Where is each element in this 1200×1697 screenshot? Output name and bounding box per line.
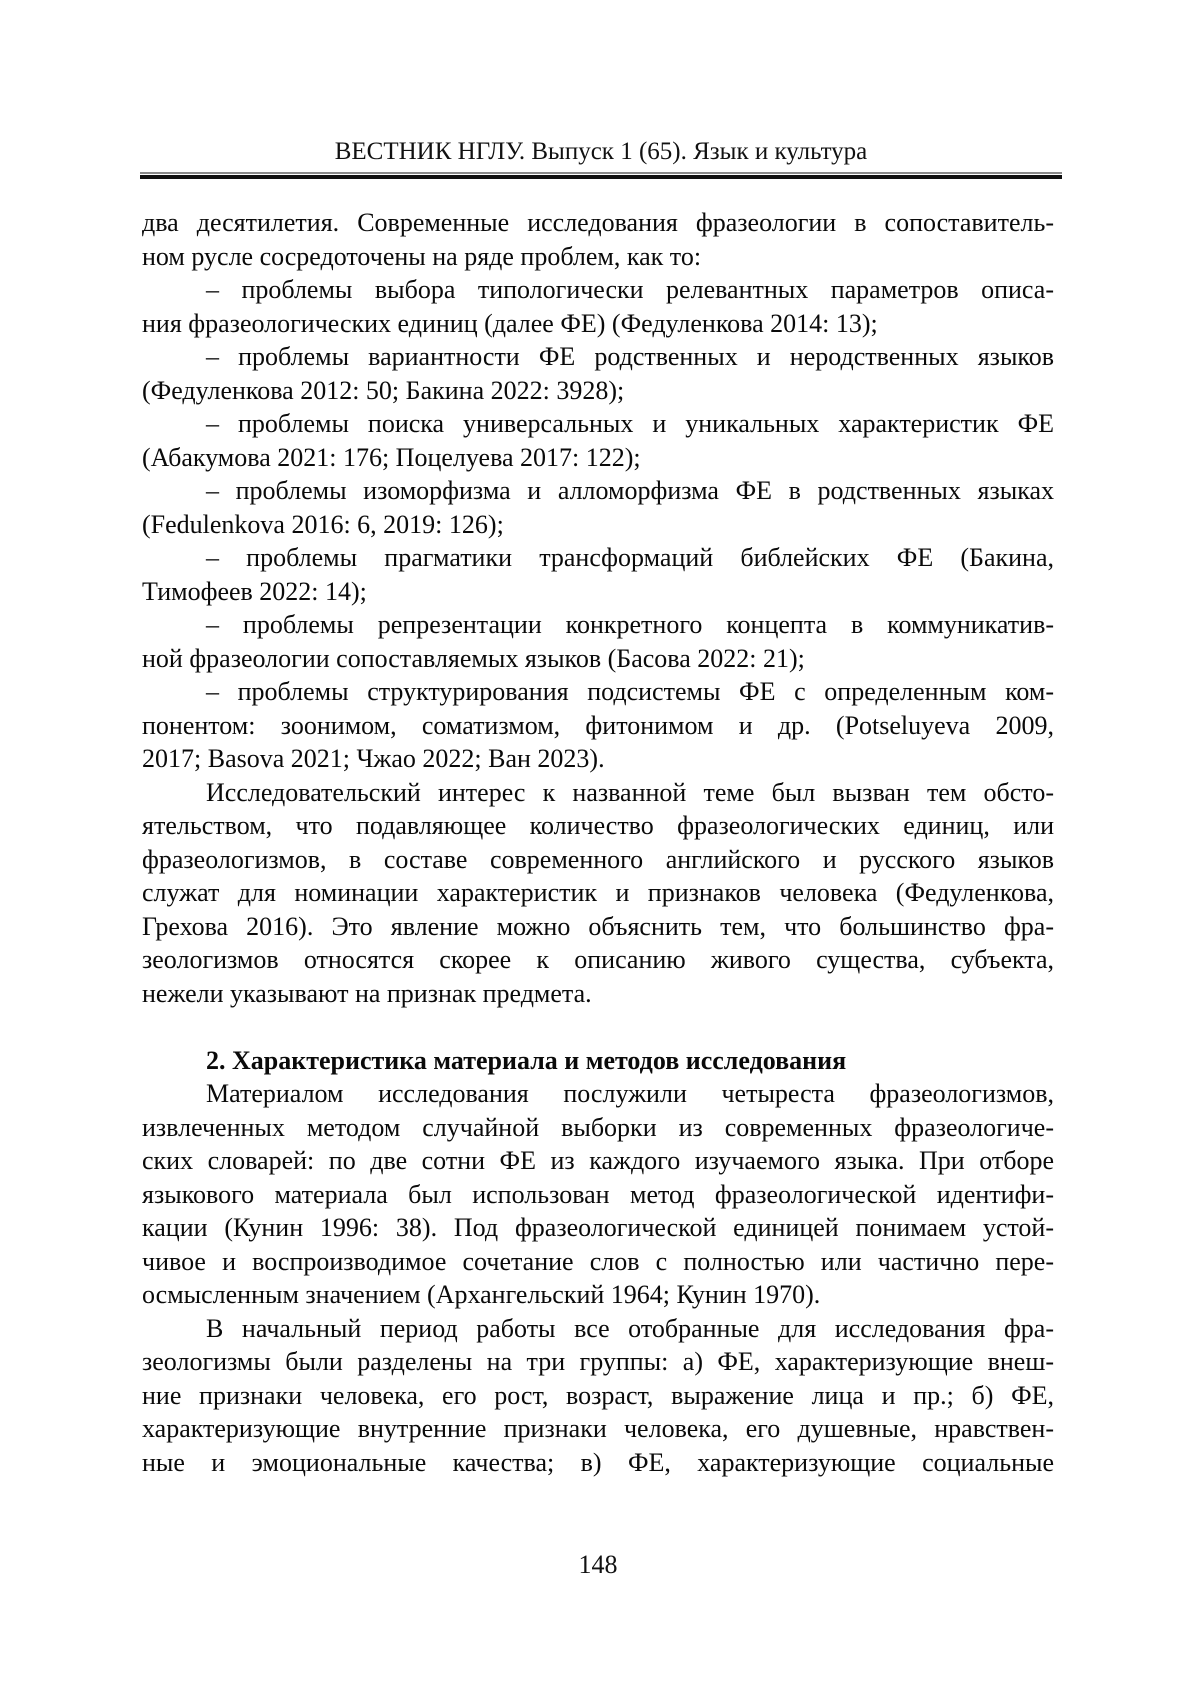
text-line: ном русле сосредоточены на ряде проблем, как то: — [142, 241, 702, 271]
paragraph — [142, 1312, 1054, 1480]
paragraph — [142, 273, 1054, 340]
text-line: (Fedulenkova 2016: 6, 2019: 126); — [142, 509, 504, 539]
text-line: ских словарей: по две сотни ФЕ из каждого изучаемого языка. При отборе — [142, 1146, 1054, 1175]
text-line: 2. Характеристика материала и методов исследования — [206, 1045, 847, 1075]
paragraph — [142, 407, 1054, 474]
text-line: – проблемы поиска универсальных и уникальных характеристик ФЕ — [206, 409, 1054, 438]
text-line: зеологизмов относятся скорее к описанию живого существа, субъекта, — [142, 945, 1054, 974]
text-line: В начальный период работы все отобранные для исследования фра- — [206, 1313, 1054, 1343]
text-line: два десятилетия. Современные исследования фразеологии в сопоставитель- — [142, 208, 1054, 237]
paragraph — [142, 776, 1054, 1011]
text-line: фразеологизмов, в составе современного английского и русского языков — [142, 844, 1054, 874]
text-line: Грехова 2016). Это явление можно объяснить тем, что большинство фра- — [142, 911, 1054, 941]
text-line: понентом: зоонимом, соматизмом, фитонимом и др. (Potseluyeva 2009, — [142, 710, 1054, 740]
text-line: Исследовательский интерес к названной теме был вызван тем обсто- — [206, 777, 1054, 807]
text-line: чивое и воспроизводимое сочетание слов с полностью или частично пере- — [142, 1246, 1054, 1276]
text-line: 2017; Basova 2021; Чжао 2022; Ван 2023). — [142, 744, 605, 773]
paragraph — [142, 1077, 1054, 1312]
text-line: служат для номинации характеристик и признаков человека (Федуленкова, — [142, 878, 1054, 907]
text-line: ные и эмоциональные качества; в) ФЕ, характеризующие социальные — [142, 1447, 1054, 1477]
paragraph — [142, 340, 1054, 407]
text-line: – проблемы прагматики трансформаций библейских ФЕ (Бакина, — [206, 543, 1054, 572]
text-line: осмысленным значением (Архангельский 1964; Кунин 1970). — [142, 1280, 821, 1309]
text-line: кации (Кунин 1996: 38). Под фразеологической единицей понимаем устой- — [142, 1213, 1054, 1242]
paragraph — [142, 608, 1054, 675]
paragraph — [142, 206, 1054, 273]
text-line: (Федуленкова 2012: 50; Бакина 2022: 3928); — [142, 375, 625, 405]
header-rule-thick-line — [140, 175, 1062, 179]
paragraph — [142, 474, 1054, 541]
text-line: – проблемы выбора типологически релевантных параметров описа- — [206, 275, 1054, 304]
text-line: языкового материала был использован метод фразеологической идентифи- — [142, 1179, 1054, 1209]
text-line: ние признаки человека, его рост, возраст, выражение лица и пр.; б) ФЕ, — [142, 1380, 1054, 1410]
text-line: (Абакумова 2021: 176; Поцелуева 2017: 122); — [142, 442, 641, 472]
text-line: – проблемы структурирования подсистемы ФЕ с определенным ком- — [206, 677, 1054, 706]
text-line: характеризующие внутренние признаки человека, его душевные, нравствен- — [142, 1414, 1054, 1443]
text-line: извлеченных методом случайной выборки из современных фразеологиче- — [142, 1112, 1054, 1142]
text-line: – проблемы вариантности ФЕ родственных и неродственных языков — [206, 342, 1054, 371]
body-text — [142, 206, 1054, 1479]
text-line: Тимофеев 2022: 14); — [142, 576, 367, 606]
text-line: ятельством, что подавляющее количество фразеологических единиц, или — [142, 811, 1054, 840]
section-heading — [142, 1044, 1054, 1078]
paragraph — [142, 675, 1054, 776]
text-line: зеологизмы были разделены на три группы: а) ФЕ, характеризующие внеш- — [142, 1347, 1054, 1376]
text-line: ния фразеологических единиц (далее ФЕ) (Федуленкова 2014: 13); — [142, 308, 878, 338]
text-line: – проблемы репрезентации конкретного концепта в коммуникатив- — [206, 610, 1054, 639]
text-line: нежели указывают на признак предмета. — [142, 978, 592, 1008]
header-divider-rule — [140, 172, 1062, 179]
running-header: ВЕСТНИК НГЛУ. Выпуск 1 (65). Язык и культура — [334, 138, 868, 165]
paragraph — [142, 541, 1054, 608]
text-line: Материалом исследования послужили четыреста фразеологизмов, — [206, 1079, 1054, 1108]
text-line: ной фразеологии сопоставляемых языков (Басова 2022: 21); — [142, 643, 805, 673]
page-number: 148 — [578, 1550, 618, 1579]
text-line: – проблемы изоморфизма и алломорфизма ФЕ в родственных языках — [206, 476, 1054, 505]
